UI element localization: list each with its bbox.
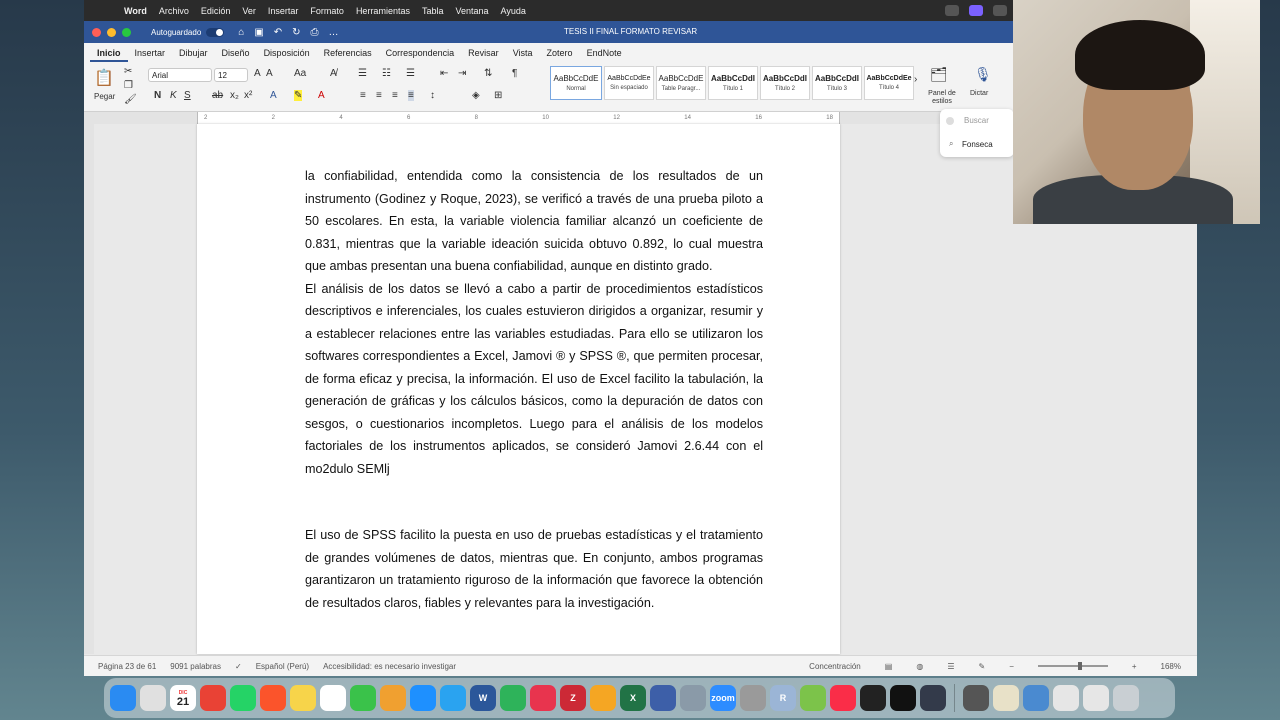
tab-revisar[interactable]: Revisar bbox=[468, 48, 499, 58]
shrink-font-icon[interactable]: A bbox=[266, 68, 273, 79]
dock-whatsapp-icon[interactable] bbox=[230, 685, 256, 711]
word-count[interactable]: 9091 palabras bbox=[170, 661, 221, 671]
ruler-tick: 8 bbox=[474, 115, 478, 121]
style-name: Título 3 bbox=[826, 86, 847, 92]
ruler-tick: 18 bbox=[826, 115, 833, 121]
paragraph-spss[interactable]: El uso de SPSS facilito la puesta en uso de pruebas estadísticas y el tratamiento de grandes volúmenes de datos, mientras que. En conjunto, ambos programas garantizaron un tratamiento riguroso de la información que favorece la obtención de resultados claros, fiables y relevantes para la investigación. bbox=[305, 528, 763, 610]
style-preview: AaBbCcDdEe bbox=[607, 75, 651, 82]
menu-archivo[interactable]: Archivo bbox=[158, 5, 189, 16]
paragraph-marks-icon[interactable]: ¶ bbox=[512, 68, 518, 79]
autosave-toggle[interactable] bbox=[206, 28, 224, 37]
style-name: Sin espaciado bbox=[610, 85, 648, 91]
menu-herramientas[interactable]: Herramientas bbox=[355, 5, 410, 16]
document-page[interactable] bbox=[197, 124, 840, 654]
style-preview: AaBbCcDdI bbox=[814, 74, 859, 83]
clear-format-icon[interactable]: A̸ bbox=[330, 68, 337, 79]
dock-finder-icon[interactable] bbox=[110, 685, 136, 711]
underline-icon[interactable]: S bbox=[184, 90, 191, 101]
zoom-menu-icon[interactable] bbox=[993, 5, 1007, 16]
proofing-icon[interactable]: ✓ bbox=[235, 661, 242, 671]
close-window-button[interactable] bbox=[92, 28, 101, 37]
increase-indent-icon[interactable]: ⇥ bbox=[458, 68, 467, 79]
webcam-person-hair bbox=[1075, 20, 1205, 90]
microphone-icon[interactable]: 🎙 bbox=[974, 66, 992, 82]
dock-brave-icon[interactable] bbox=[260, 685, 286, 711]
style-normal[interactable] bbox=[550, 66, 602, 100]
tab-disposicion[interactable]: Disposición bbox=[263, 48, 310, 58]
text-effects-icon[interactable]: A bbox=[270, 90, 277, 101]
dock-android-icon[interactable] bbox=[800, 685, 826, 711]
dock-freeform-icon[interactable] bbox=[320, 685, 346, 711]
bullets-icon[interactable]: ☰ bbox=[358, 68, 367, 79]
italic-icon[interactable]: K bbox=[170, 90, 177, 101]
align-right-icon[interactable]: ≡ bbox=[392, 90, 398, 101]
style-titulo-4[interactable] bbox=[864, 66, 914, 100]
vertical-ruler[interactable] bbox=[84, 124, 94, 654]
dock-launchpad-icon[interactable] bbox=[140, 685, 166, 711]
bold-icon[interactable]: N bbox=[154, 90, 162, 101]
style-preview: AaBbCcDdE bbox=[553, 74, 599, 83]
menu-tabla[interactable]: Tabla bbox=[421, 5, 444, 16]
tab-referencias[interactable]: Referencias bbox=[323, 48, 372, 58]
dock-window-a-icon[interactable] bbox=[1053, 685, 1079, 711]
style-preview: AaBbCcDdEe bbox=[866, 75, 912, 82]
style-titulo-3[interactable] bbox=[812, 66, 862, 100]
subscript-icon[interactable]: x₂ bbox=[230, 90, 239, 101]
dock-folder-icon[interactable] bbox=[993, 685, 1019, 711]
dock bbox=[104, 678, 1175, 718]
search-close-icon[interactable] bbox=[946, 117, 954, 125]
styles-pane-label[interactable]: Panel de estilos bbox=[928, 90, 956, 105]
search-placeholder: Buscar bbox=[964, 116, 989, 125]
dock-zotero-icon[interactable]: Z bbox=[560, 685, 586, 711]
calendar-month: DIC bbox=[178, 690, 188, 696]
menu-ver[interactable]: Ver bbox=[242, 5, 256, 16]
ruler-tick: 14 bbox=[684, 115, 691, 121]
tab-zotero[interactable]: Zotero bbox=[546, 48, 573, 58]
webcam-overlay bbox=[1013, 0, 1260, 224]
dock-window-b-icon[interactable] bbox=[1083, 685, 1109, 711]
zoom-slider[interactable] bbox=[1038, 665, 1108, 667]
style-preview: AaBbCcDdI bbox=[710, 74, 755, 83]
menu-formato[interactable]: Formato bbox=[310, 5, 344, 16]
search-panel bbox=[940, 109, 1014, 157]
paragraph-analisis[interactable]: El análisis de los datos se llevó a cabo a partir de procedimientos estadísticos descriptivos e inferenciales, los cuales estuvieron dirigidos a organizar, resumir y a establecer relaciones entre las variables estudiadas. Para ello se utilizaron los softwares correspondientes a Excel, Jamovi ® y SPSS ®, que permiten procesar, de forma eficaz y precisa, la información. El uso de Excel facilito la tabulación, la generación de gráficas y los cálculos básicos, como la depuración de datos con sesgos, o cuestionarios incompletos. Luego para el análisis de los modelos factoriales de los instrumentos aplicados, se consideró Jamovi 2.6.44 con el mo2dulo SEMlj bbox=[305, 281, 763, 476]
tab-vista[interactable]: Vista bbox=[512, 48, 533, 58]
save-icon[interactable]: ▣ bbox=[254, 26, 264, 38]
format-painter-icon[interactable]: 🖌 bbox=[124, 94, 137, 105]
menu-ayuda[interactable]: Ayuda bbox=[500, 5, 526, 16]
numbering-icon[interactable]: ☷ bbox=[382, 68, 391, 79]
dock-testflight-icon[interactable] bbox=[440, 685, 466, 711]
tab-insertar[interactable]: Insertar bbox=[134, 48, 166, 58]
focus-mode[interactable]: Concentración bbox=[809, 661, 861, 671]
style-name: Título 4 bbox=[878, 85, 899, 91]
ruler-tick: 10 bbox=[542, 115, 549, 121]
tab-correspondencia[interactable]: Correspondencia bbox=[385, 48, 455, 58]
menu-insertar[interactable]: Insertar bbox=[267, 5, 299, 16]
copy-icon[interactable]: ❐ bbox=[124, 80, 133, 91]
minimize-window-button[interactable] bbox=[107, 28, 116, 37]
dock-pages-icon[interactable] bbox=[590, 685, 616, 711]
decrease-indent-icon[interactable]: ⇤ bbox=[440, 68, 449, 79]
customize-icon[interactable]: … bbox=[328, 26, 339, 38]
dock-calculator-icon[interactable] bbox=[963, 685, 989, 711]
highlight-icon[interactable]: ✎ bbox=[294, 90, 303, 101]
redo-icon[interactable]: ↻ bbox=[292, 26, 301, 38]
print-layout-icon[interactable]: ▤ bbox=[884, 661, 893, 671]
style-name: Normal bbox=[566, 86, 586, 92]
dock-disk-utility-icon[interactable] bbox=[1023, 685, 1049, 711]
dock-separator bbox=[954, 684, 955, 712]
status-menu-icon[interactable] bbox=[945, 5, 959, 16]
paragraph-confiabilidad[interactable]: la confiabilidad, entendida como la consistencia de los resultados de un instrumento (Godinez y Roque, 2023), se verificó a través de una prueba piloto a 50 escolares. En esta, la variable violencia familiar alcanzó un coeficiente de 0.831, mientras que la variable ideación suicida obtuvo 0.892, lo cual muestra que ambas presentan una buena confiabilidad, aunque en distinto grado. bbox=[305, 169, 763, 273]
dock-obs-icon[interactable] bbox=[920, 685, 946, 711]
ruler-tick: 6 bbox=[406, 115, 411, 121]
align-center-icon[interactable]: ≡ bbox=[376, 90, 382, 101]
print-icon[interactable]: ⎙ bbox=[310, 26, 319, 38]
dock-grapher-icon[interactable] bbox=[380, 685, 406, 711]
dock-r-app-icon[interactable]: R bbox=[770, 685, 796, 711]
status-bar bbox=[84, 655, 1197, 676]
style-name: Título 1 bbox=[722, 86, 743, 92]
grow-font-icon[interactable]: A bbox=[254, 68, 261, 79]
menu-edicion[interactable]: Edición bbox=[200, 5, 231, 16]
accessibility-status[interactable]: Accesibilidad: es necesario investigar bbox=[323, 661, 457, 671]
dock-notes-icon[interactable] bbox=[290, 685, 316, 711]
dock-numbers-icon[interactable] bbox=[500, 685, 526, 711]
ruler-tick: 4 bbox=[339, 115, 343, 121]
zoom-window-button[interactable] bbox=[122, 28, 131, 37]
home-icon[interactable]: ⌂ bbox=[238, 26, 245, 38]
search-input[interactable]: Fonseca bbox=[962, 140, 993, 149]
cut-icon[interactable]: ✂ bbox=[124, 66, 133, 77]
zoom-out-icon[interactable]: − bbox=[1009, 661, 1014, 671]
line-spacing-icon[interactable]: ↕ bbox=[430, 90, 435, 101]
document-title[interactable]: TESIS II FINAL FORMATO REVISAR bbox=[564, 27, 698, 36]
search-icon: ⌕ bbox=[949, 139, 954, 148]
document-body[interactable] bbox=[305, 165, 763, 480]
calendar-day: 21 bbox=[176, 696, 190, 708]
dock-chrome-icon[interactable] bbox=[200, 685, 226, 711]
dock-tiktok-icon[interactable] bbox=[890, 685, 916, 711]
menu-bar bbox=[84, 0, 1013, 21]
dock-music-icon[interactable] bbox=[830, 685, 856, 711]
dock-terminal-icon[interactable] bbox=[860, 685, 886, 711]
font-color-icon[interactable]: A bbox=[318, 90, 325, 101]
ruler-tick: 12 bbox=[613, 115, 620, 121]
paste-label[interactable]: Pegar bbox=[94, 92, 116, 101]
tab-inicio[interactable]: Inicio bbox=[90, 48, 128, 62]
superscript-icon[interactable]: x² bbox=[244, 90, 253, 101]
web-layout-icon[interactable]: ◍ bbox=[916, 661, 924, 671]
style-preview: AaBbCcDdE bbox=[658, 74, 704, 83]
styles-scroll-icon[interactable]: › bbox=[914, 74, 918, 85]
style-name: Título 2 bbox=[774, 86, 795, 92]
autosave-label: Autoguardado bbox=[151, 27, 202, 37]
align-left-icon[interactable]: ≡ bbox=[360, 90, 366, 101]
borders-icon[interactable]: ⊞ bbox=[494, 90, 503, 101]
tab-endnote[interactable]: EndNote bbox=[586, 48, 622, 58]
outline-icon[interactable]: ☰ bbox=[947, 661, 955, 671]
font-size-select[interactable]: 12 bbox=[214, 68, 248, 82]
tab-diseno[interactable]: Diseño bbox=[221, 48, 250, 58]
ruler-tick: 2 bbox=[204, 115, 208, 121]
styles-pane-icon[interactable]: 🗂 bbox=[930, 66, 948, 82]
menu-ventana[interactable]: Ventana bbox=[455, 5, 489, 16]
style-name: Table Paragr... bbox=[661, 86, 701, 92]
dock-facetime-icon[interactable] bbox=[350, 685, 376, 711]
change-case-icon[interactable]: Aa bbox=[294, 68, 307, 79]
font-name-select[interactable]: Arial bbox=[148, 68, 212, 82]
dock-app-store-icon[interactable] bbox=[410, 685, 436, 711]
page-count[interactable]: Página 23 de 61 bbox=[98, 661, 157, 671]
style-titulo-1[interactable] bbox=[708, 66, 758, 100]
language-status[interactable]: Español (Perú) bbox=[255, 661, 310, 671]
multilevel-list-icon[interactable]: ☰ bbox=[406, 68, 415, 79]
ruler-tick: 2 bbox=[271, 115, 275, 121]
shading-icon[interactable]: ◈ bbox=[472, 90, 480, 101]
style-titulo-2[interactable] bbox=[760, 66, 810, 100]
zoom-in-icon[interactable]: + bbox=[1131, 661, 1137, 671]
dock-monday-icon[interactable] bbox=[530, 685, 556, 711]
style-sin-espaciado[interactable] bbox=[604, 66, 654, 100]
dock-vscode-icon[interactable] bbox=[650, 685, 676, 711]
style-preview: AaBbCcDdI bbox=[762, 74, 807, 83]
paste-icon[interactable]: 📋 bbox=[94, 70, 114, 87]
dock-excel-icon[interactable]: X bbox=[620, 685, 646, 711]
menu-app-name[interactable]: Word bbox=[124, 5, 147, 16]
tab-dibujar[interactable]: Dibujar bbox=[179, 48, 208, 58]
sort-icon[interactable]: ⇅ bbox=[484, 68, 493, 79]
justify-icon[interactable]: ≡ bbox=[408, 90, 414, 101]
dock-system-settings-icon[interactable] bbox=[740, 685, 766, 711]
dock-word-icon[interactable]: W bbox=[470, 685, 496, 711]
zoom-level[interactable]: 168% bbox=[1160, 661, 1181, 671]
strikethrough-icon[interactable]: ab bbox=[212, 90, 224, 101]
styles-gallery bbox=[550, 66, 920, 100]
dock-calendar-icon[interactable] bbox=[170, 685, 196, 711]
undo-icon[interactable]: ↶ bbox=[273, 26, 283, 38]
ruler-tick: 16 bbox=[755, 115, 762, 121]
draft-icon[interactable]: ✎ bbox=[978, 661, 986, 671]
dock-zoom-icon[interactable]: zoom bbox=[710, 685, 736, 711]
screen-record-icon[interactable] bbox=[969, 5, 983, 16]
dock-trash-icon[interactable] bbox=[1113, 685, 1139, 711]
dock-preview-icon[interactable] bbox=[680, 685, 706, 711]
style-table-paragraph[interactable] bbox=[656, 66, 706, 100]
dictate-label[interactable]: Dictar bbox=[970, 90, 989, 97]
